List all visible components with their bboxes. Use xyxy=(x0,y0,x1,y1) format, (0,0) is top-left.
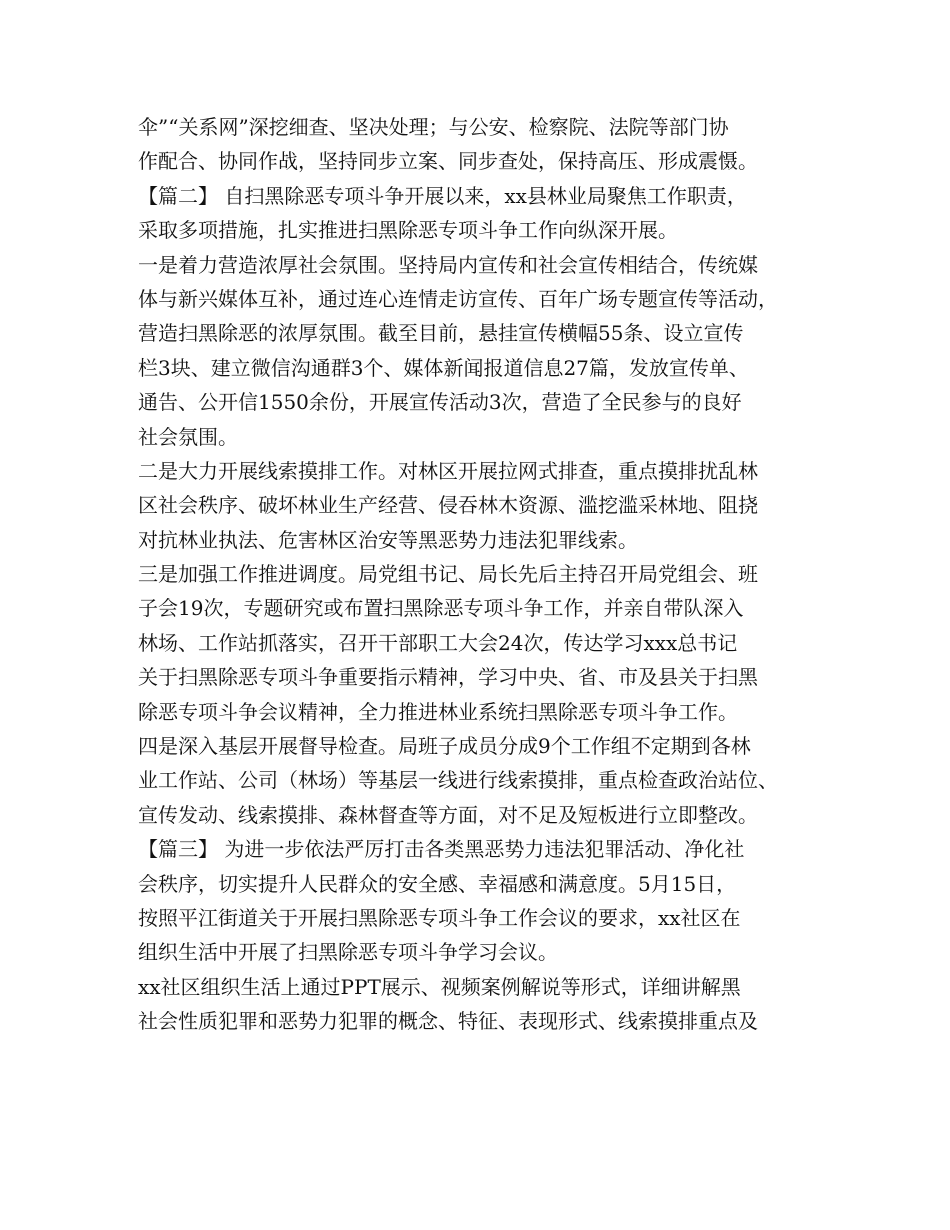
text-line: 一是着力营造浓厚社会氛围。坚持局内宣传和社会宣传相结合，传统媒 xyxy=(138,252,758,277)
text-line: 业工作站、公司（林场）等基层一线进行线索摸排，重点检查政治站位、 xyxy=(138,768,778,793)
text-line: 通告、公开信1550余份，开展宣传活动3次，营造了全民参与的良好 xyxy=(138,390,742,415)
text-line: 四是深入基层开展督导检查。局班子成员分成9个工作组不定期到各林 xyxy=(138,734,751,759)
text-line: 体与新兴媒体互补，通过连心连情走访宣传、百年广场专题宣传等活动， xyxy=(138,286,778,311)
text-line: xx社区组织生活上通过PPT展示、视频案例解说等形式，详细讲解黑 xyxy=(138,974,741,999)
text-line: 伞”“关系网”深挖细查、坚决处理；与公安、检察院、法院等部门协 xyxy=(138,115,729,139)
text-line: 营造扫黑除恶的浓厚氛围。截至目前，悬挂宣传横幅55条、设立宣传 xyxy=(138,321,744,346)
text-line: 二是大力开展线索摸排工作。对林区开展拉网式排查，重点摸排扰乱林 xyxy=(138,458,758,483)
text-line: 【篇三】 为进一步依法严厉打击各类黑恶势力违法犯罪活动、净化社 xyxy=(138,837,745,862)
text-line: 三是加强工作推进调度。局党组书记、局长先后主持召开局党组会、班 xyxy=(138,562,758,587)
text-line: 会秩序，切实提升人民群众的安全感、幸福感和满意度。5月15日， xyxy=(138,871,737,896)
text-line: 社会氛围。 xyxy=(138,424,238,449)
text-line: 林场、工作站抓落实，召开干部职工大会24次，传达学习xxx总书记 xyxy=(138,630,738,655)
text-line: 区社会秩序、破坏林业生产经营、侵吞林木资源、滥挖滥采林地、阻挠 xyxy=(138,493,758,518)
text-line: 作配合、协同作战，坚持同步立案、同步查处，保持高压、形成震慑。 xyxy=(138,149,758,174)
text-line: 宣传发动、线索摸排、森林督查等方面，对不足及短板进行立即整改。 xyxy=(138,802,758,827)
text-line: 除恶专项斗争会议精神，全力推进林业系统扫黑除恶专项斗争工作。 xyxy=(138,699,738,724)
text-line: 【篇二】 自扫黑除恶专项斗争开展以来，xx县林业局聚焦工作职责， xyxy=(138,183,747,208)
text-line: 栏3块、建立微信沟通群3个、媒体新闻报道信息27篇，发放宣传单、 xyxy=(138,355,749,380)
text-line: 社会性质犯罪和恶势力犯罪的概念、特征、表现形式、线索摸排重点及 xyxy=(138,1009,758,1034)
text-line: 按照平江街道关于开展扫黑除恶专项斗争工作会议的要求，xx社区在 xyxy=(138,905,741,930)
text-line: 组织生活中开展了扫黑除恶专项斗争学习会议。 xyxy=(138,940,558,965)
text-line: 关于扫黑除恶专项斗争重要指示精神，学习中央、省、市及县关于扫黑 xyxy=(138,665,758,690)
text-line: 采取多项措施，扎实推进扫黑除恶专项斗争工作向纵深开展。 xyxy=(138,218,678,243)
document-body xyxy=(138,110,828,1039)
text-line: 子会19次，专题研究或布置扫黑除恶专项斗争工作，并亲自带队深入 xyxy=(138,596,744,621)
text-line: 对抗林业执法、危害林区治安等黑恶势力违法犯罪线索。 xyxy=(138,527,638,552)
